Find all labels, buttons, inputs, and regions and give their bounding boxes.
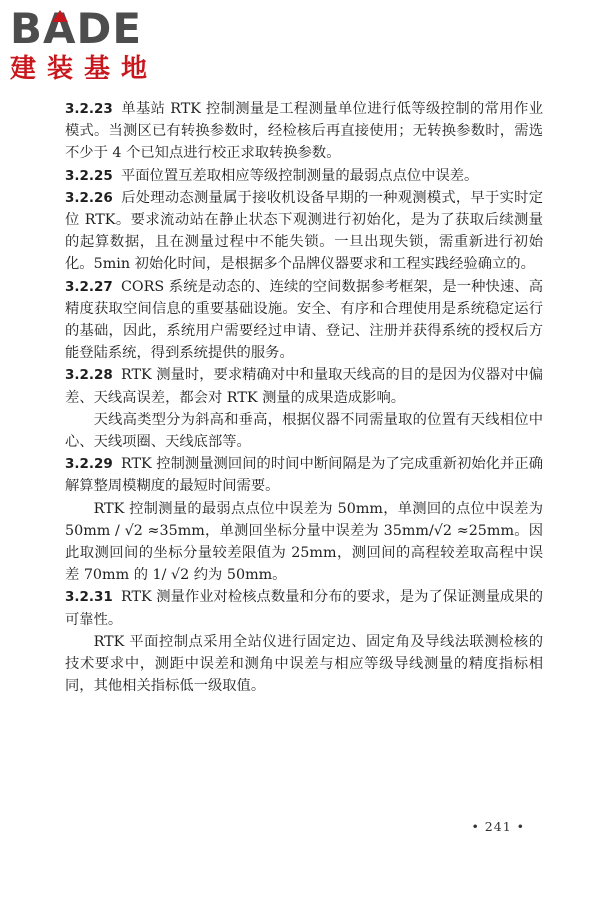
paragraph-text: RTK 平面控制点采用全站仪进行固定边、固定角及导线法联测检核的技术要求中，测距中误差和测角中误差与相应等级导线测量的精度指标相同，其他相关指标低一级取值。 bbox=[65, 633, 543, 695]
clause-3-2-26 bbox=[65, 187, 543, 276]
clause-3-2-27 bbox=[65, 276, 543, 365]
clause-number: 3.2.27 bbox=[65, 278, 113, 295]
clause-number: 3.2.25 bbox=[65, 167, 113, 184]
clause-text: CORS 系统是动态的、连续的空间数据参考框架，是一种快速、高精度获取空间信息的重要基础设施。安全、有序和合理使用是系统稳定运行的基础，因此，系统用户需要经过申请、登记、注册并获得系统的授权后方能登陆系统，得到系统提供的服务。 bbox=[65, 278, 543, 362]
clause-3-2-31 bbox=[65, 586, 543, 630]
logo-subtitle: 建装基地 bbox=[10, 54, 159, 84]
logo-letters-de: DE bbox=[76, 4, 143, 53]
clause-3-2-28 bbox=[65, 364, 543, 408]
document-body bbox=[65, 98, 543, 697]
logo-wordmark bbox=[10, 6, 185, 52]
clause-text: RTK 测量时，要求精确对中和量取天线高的目的是因为仪器对中偏差、天线高误差，都会对 RTK 测量的成果造成影响。 bbox=[65, 367, 543, 406]
paragraph-text: RTK 控制测量的最弱点点位中误差为 50mm，单测回的点位中误差为 50mm / √2 ≈35mm，单测回坐标分量中误差为 35mm/√2 ≈25mm。因此取测回间的坐标分量较差限值为 25mm，测回间的高程较差取高程中误差 70mm 的 1/ √2 约为 50mm。 bbox=[65, 500, 543, 584]
logo-letter-b: B bbox=[10, 4, 44, 53]
clause-text: RTK 控制测量测回间的时间中断间隔是为了完成重新初始化并正确解算整周模糊度的最短时间需要。 bbox=[65, 456, 543, 495]
clause-number: 3.2.26 bbox=[65, 189, 113, 206]
logo-letter-a: A bbox=[43, 4, 77, 53]
clause-3-2-23 bbox=[65, 98, 543, 165]
clause-text: 后处理动态测量属于接收机设备早期的一种观测模式，早于实时定位 RTK。要求流动站在静止状态下观测进行初始化，是为了获取后续测量的起算数据，且在测量过程中不能失锁。一旦出现失锁，需重新进行初始化。5min 初始化时间，是根据多个品牌仪器要求和工程实践经验确立的。 bbox=[65, 189, 543, 273]
clause-3-2-25 bbox=[65, 165, 543, 187]
clause-text: RTK 测量作业对检核点数量和分布的要求，是为了保证测量成果的可靠性。 bbox=[65, 589, 543, 628]
paragraph-text: 天线高类型分为斜高和垂高，根据仪器不同需量取的位置有天线相位中心、天线项圈、天线底部等。 bbox=[65, 411, 543, 451]
clause-number: 3.2.31 bbox=[65, 589, 113, 606]
clause-3-2-28-continuation bbox=[65, 409, 543, 453]
clause-3-2-29-continuation bbox=[65, 498, 543, 587]
clause-number: 3.2.23 bbox=[65, 101, 113, 117]
bade-logo bbox=[10, 6, 185, 84]
clause-number: 3.2.28 bbox=[65, 367, 113, 384]
clause-3-2-31-continuation bbox=[65, 631, 543, 698]
page-number: • 241 • bbox=[471, 819, 525, 834]
clause-text: 单基站 RTK 控制测量是工程测量单位进行低等级控制的常用作业模式。当测区已有转换参数时，经检核后再直接使用；无转换参数时，需选不少于 4 个已知点进行校正求取转换参数。 bbox=[65, 101, 543, 162]
clause-3-2-29 bbox=[65, 453, 543, 497]
clause-number: 3.2.29 bbox=[65, 456, 113, 473]
clause-text: 平面位置互差取相应等级控制测量的最弱点点位中误差。 bbox=[120, 167, 479, 184]
